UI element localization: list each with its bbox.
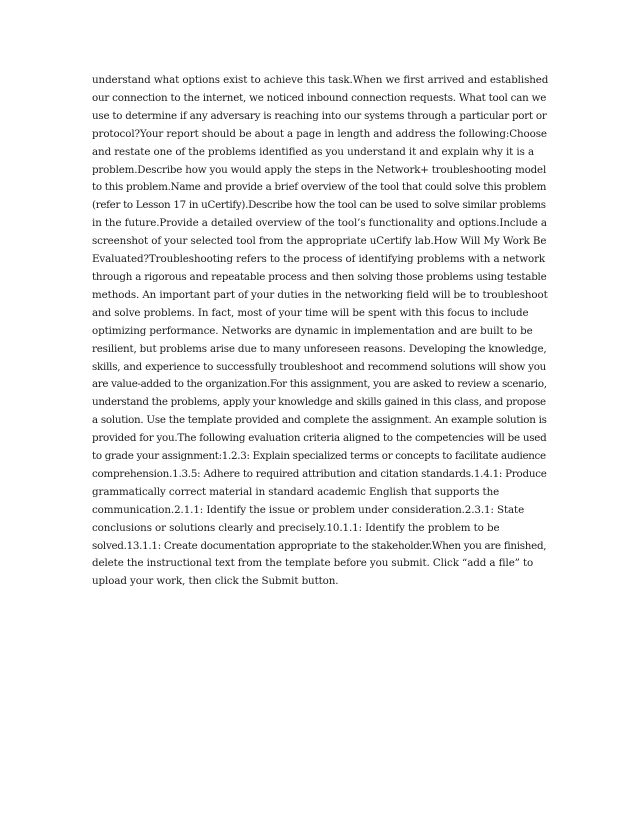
text-line-20: a solution. Use the template provided and complete the assignment. An example solution is (92, 414, 547, 427)
text-line-2: our connection to the internet, we noticed inbound connection requests. What tool can we (92, 91, 547, 104)
document-body (92, 72, 548, 591)
text-line-17: skills, and experience to successfully troubleshoot and recommend solutions will show you (92, 360, 547, 373)
text-line-25: communication.2.1.1: Identify the issue or problem under consideration.2.3.1: State (92, 503, 525, 516)
text-line-14: and solve problems. In fact, most of your time will be spent with this focus to include (92, 306, 529, 319)
text-line-11: Evaluated?Troubleshooting refers to the process of identifying problems with a network (92, 253, 546, 266)
text-line-26: conclusions or solutions clearly and precisely.10.1.1: Identify the problem to be (92, 521, 500, 534)
text-line-15: optimizing performance. Networks are dynamic in implementation and are built to be (92, 324, 533, 337)
text-line-13: methods. An important part of your duties in the networking field will be to troubleshoot (92, 288, 548, 301)
text-line-21: provided for you.The following evaluation criteria aligned to the competencies will be used (92, 432, 547, 445)
text-line-27: solved.13.1.1: Create documentation appropriate to the stakeholder.When you are finished, (92, 539, 547, 552)
text-line-12: through a rigorous and repeatable process and then solving those problems using testable (92, 270, 547, 283)
text-line-19: understand the problems, apply your knowledge and skills gained in this class, and propose (92, 396, 546, 409)
text-line-18: are value-added to the organization.For this assignment, you are asked to review a scenario, (92, 378, 547, 391)
text-line-4: protocol?Your report should be about a page in length and address the following:Choose (92, 127, 547, 140)
text-line-5: and restate one of the problems identified as you understand it and explain why it is a (92, 145, 534, 158)
text-line-28: delete the instructional text from the template before you submit. Click “add a file” to (92, 557, 534, 570)
text-line-16: resilient, but problems arise due to many unforeseen reasons. Developing the knowledge, (92, 342, 547, 355)
text-line-29: upload your work, then click the Submit button. (92, 575, 339, 588)
text-line-1: understand what options exist to achieve this task.When we first arrived and established (92, 74, 549, 86)
body-paragraph (92, 72, 548, 591)
text-line-24: grammatically correct material in standard academic English that supports the (92, 485, 500, 498)
text-line-9: in the future.Provide a detailed overview of the tool’s functionality and options.Include a (92, 217, 547, 230)
text-line-23: comprehension.1.3.5: Adhere to required attribution and citation standards.1.4.1: Produce (92, 467, 547, 480)
text-line-6: problem.Describe how you would apply the steps in the Network+ troubleshooting model (92, 163, 547, 176)
text-line-8: (refer to Lesson 17 in uCertify).Describe how the tool can be used to solve similar problems (92, 199, 546, 212)
text-line-3: use to determine if any adversary is reaching into our systems through a particular port or (92, 109, 547, 122)
text-line-22: to grade your assignment:1.2.3: Explain specialized terms or concepts to facilitate audience (92, 450, 546, 463)
text-line-10: screenshot of your selected tool from the appropriate uCertify lab.How Will My Work Be (92, 235, 547, 248)
text-line-7: to this problem.Name and provide a brief overview of the tool that could solve this problem (92, 181, 547, 194)
